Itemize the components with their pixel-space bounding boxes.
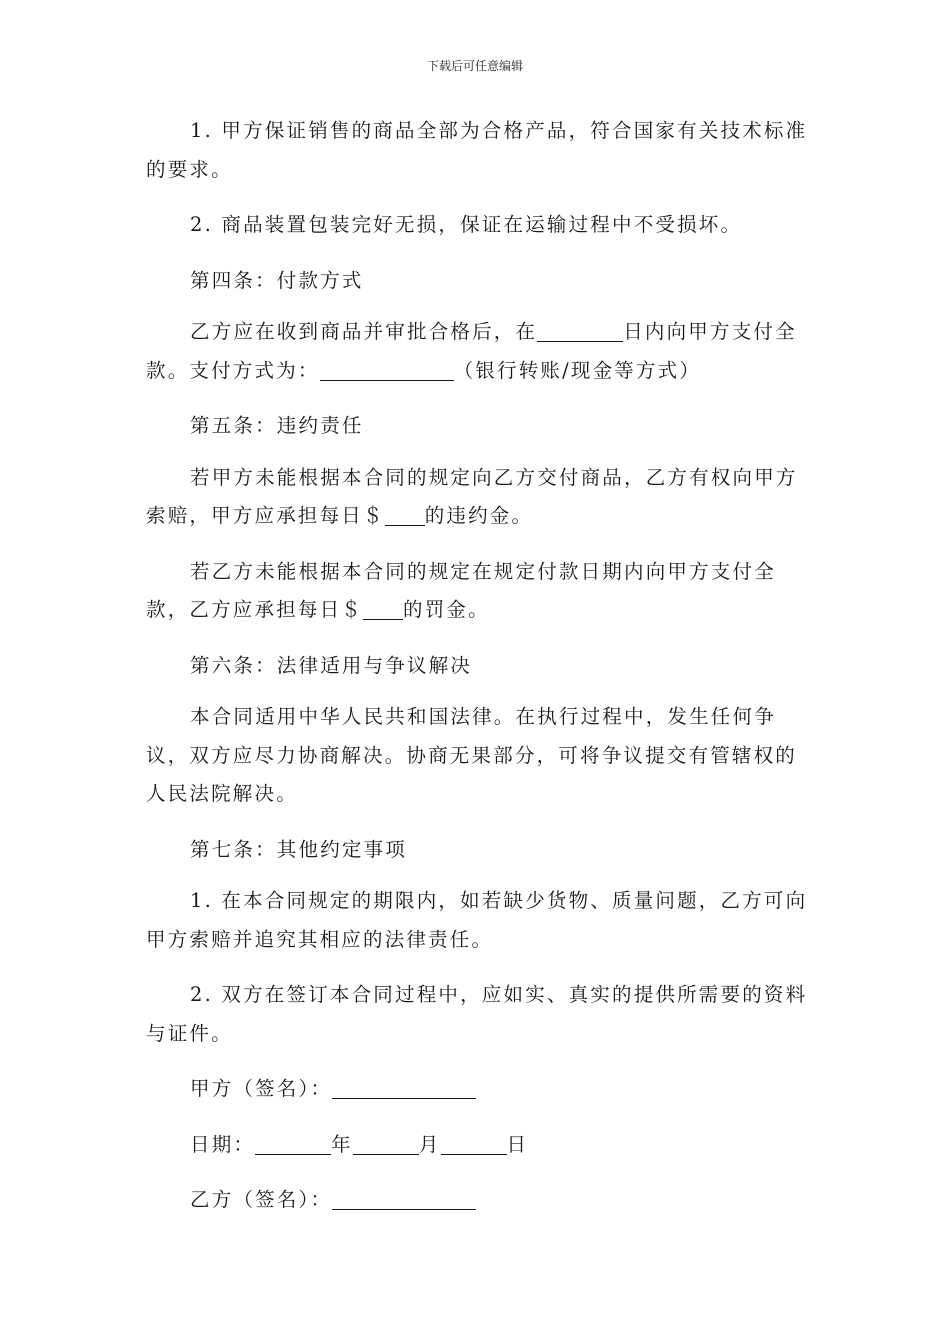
heading-article-7: 第七条：其他约定事项 — [190, 837, 408, 861]
heading-article-6: 第六条：法律适用与争议解决 — [190, 653, 473, 677]
party-b-signature-row — [146, 1181, 811, 1220]
party-a-penalty-blank[interactable] — [385, 503, 425, 526]
payment-text-1: 乙方应在收到商品并审批合格后，在 — [190, 320, 538, 343]
party-b-penalty-blank[interactable] — [363, 597, 403, 620]
date-row — [146, 1126, 811, 1165]
contract-body — [146, 112, 811, 1237]
month-blank[interactable] — [353, 1132, 419, 1155]
payment-method-blank[interactable] — [320, 358, 454, 381]
party-a-breach-text-2: 的违约金。 — [424, 504, 534, 527]
payment-days-blank[interactable] — [537, 319, 623, 342]
clause-packaging: 2. 商品装置包装完好无损，保证在运输过程中不受损坏。 — [190, 213, 743, 236]
party-a-signature-blank[interactable] — [332, 1076, 476, 1099]
clause-quality-guarantee: 1. 甲方保证销售的商品全部为合格产品，符合国家有关技术标准的要求。 — [146, 119, 808, 181]
day-label: 日 — [506, 1132, 529, 1156]
party-b-signature-label: 乙方（签名）： — [190, 1188, 333, 1211]
month-label: 月 — [418, 1132, 441, 1156]
day-blank[interactable] — [441, 1132, 507, 1155]
clause-claims: 1. 在本合同规定的期限内，如若缺少货物、质量问题，乙方可向甲方索赔并追究其相应的法律责任。 — [146, 889, 808, 951]
payment-text-3: （银行转账/现金等方式） — [453, 358, 702, 382]
year-blank[interactable] — [255, 1132, 331, 1155]
clause-governing-law: 本合同适用中华人民共和国法律。在执行过程中，发生任何争议，双方应尽力协商解决。协商无果部分，可将争议提交有管辖权的人民法院解决。 — [146, 705, 798, 805]
party-b-signature-blank[interactable] — [332, 1187, 476, 1210]
clause-payment — [146, 313, 811, 390]
party-a-signature-row — [146, 1070, 811, 1109]
clause-party-b-breach — [146, 553, 811, 630]
party-b-breach-text-2: 的罚金。 — [403, 598, 490, 621]
date-label: 日期： — [190, 1132, 256, 1156]
clause-party-a-breach — [146, 459, 811, 536]
clause-truthful-info: 2. 双方在签订本合同过程中，应如实、真实的提供所需要的资料与证件。 — [146, 983, 808, 1045]
party-a-breach-text-1: 若甲方未能根据本合同的规定向乙方交付商品，乙方有权向甲方索赔，甲方应承担每日＄ — [146, 465, 798, 527]
payment-text-2: 日内向甲方支付全款。支付方式为： — [146, 320, 797, 382]
heading-article-4: 第四条：付款方式 — [190, 268, 364, 292]
party-b-breach-text-1: 若乙方未能根据本合同的规定在规定付款日期内向甲方支付全款，乙方应承担每日＄ — [146, 559, 776, 621]
year-label: 年 — [331, 1132, 353, 1156]
party-a-signature-label: 甲方（签名）： — [190, 1077, 333, 1100]
header-note: 下载后可任意编辑 — [426, 59, 523, 73]
heading-article-5: 第五条：违约责任 — [190, 414, 364, 437]
